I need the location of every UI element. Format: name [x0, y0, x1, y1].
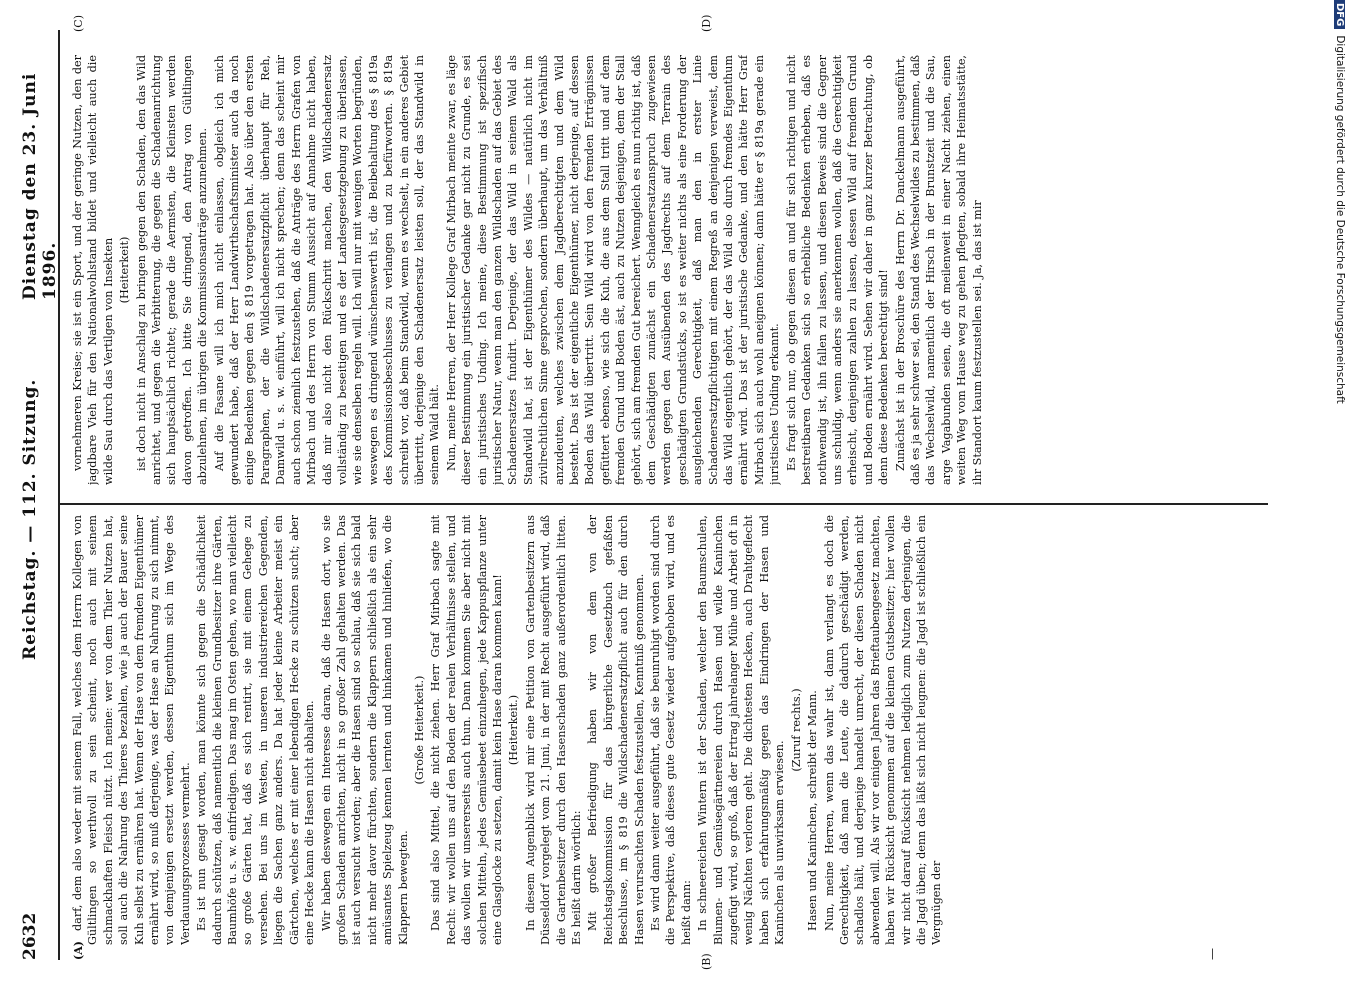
right-interjection: (Heiterkeit) [118, 236, 132, 304]
right-paragraph: Zunächst ist in der Broschüre des Herrn Dr. Danckelmann ausgeführt, daß es ja sehr schwer sei, den Stand des Wechselwildes zu bestimmen, daß das Wechselwild, namentlich der Hirsch in der Brunstzeit und die Sau, arge Vagabunden seien, die oft meilenweit in einer Nacht ziehen, einen weiten Weg vom Hause weg zu gehen pflegten, sobald ihre Heimatsstätte, ihr Standort kaum festzustellen sei. Ja, das ist mir [893, 55, 984, 485]
left-paragraph: Nun, meine Herren, wenn das wahr ist, dann verlangt es doch die Gerechtigkeit, daß man die Leute, die dadurch geschädigt werden, schadlos hält, und derjenige handelt unrecht, der diesen Schaden nicht abwenden will. Als wir vor einigen Jahren das Brieftaubengesetz machten, haben wir Rücksicht genommen auf die kleinen Gutsbesitzer; hier wollen wir nicht darauf Rücksicht nehmen lediglich zum Nutzen derjenigen, die die Jagd üben; denn das läßt sich nicht leugnen: die Jagd ist schließlich ein Vergnügen der [822, 515, 944, 945]
header-right-title: Dienstag den 23. Juni 1896. [20, 72, 60, 300]
left-paragraph: Das sind also Mittel, die nicht ziehen. Herr Graf Mirbach sagte mit Recht: wir wollen uns auf den Boden der realen Verhältnisse stellen, und das wollen wir unsererseits auch thun. Dann kommen Sie aber nicht mit solchen Mitteln, jedes Gemüsebeet einzuhegen, jede Kappuspflanze unter eine Glasglocke zu setzen, damit kein Hase daran kommen kann! [429, 515, 504, 945]
left-quote: In schneereichen Wintern ist der Schaden, welcher den Baumschulen, Blumen- und Gemüsegärtnereien durch Hasen und wilde Kaninchen zugefügt wird, so groß, daß der Ertrag jahrelanger Mühe und Arbeit oft in wenig Nächten verloren geht. Die dichtesten Hecken, auch Drahtgeflecht haben sich erfahrungsmäßig gegen das Eindringen der Hasen und Kaninchen als unwirksam erwiesen. [696, 515, 787, 945]
funding-note [1316, 0, 1346, 1000]
margin-mark-d: (D) [700, 14, 713, 32]
left-paragraph: Es ist nun gesagt worden, man könnte sich gegen die Schädlichkeit dadurch schützen, daß namentlich die kleinen Grundbesitzer ihre Gärten, Baumhöfe u. s. w. einfriedigen. Das mag im Osten gehen, wo man vielleicht so große Gärten hat, daß es sich rentirt, sie mit einem Gehege zu versehen. Bei uns im Westen, in unseren industriereichen Gegenden, liegen die Sachen ganz anders. Da hat jeder kleine Arbeiter meist ein Gärtchen, welches er mit einer lebendigen Hecke zu schützen sucht; aber eine Hecke kann die Hasen nicht abhalten. [195, 515, 317, 945]
header-left-title: Reichstag. — 112. Sitzung. [20, 378, 40, 660]
right-paragraph: ist doch nicht in Anschlag zu bringen gegen den Schaden, den das Wild anrichtet, und gegen die Verbitterung, die gegen die Schadenanrichtung sich hauptsächlich richtet; gerade die Aermsten, die Kleinsten werden davon getroffen. Ich bitte Sie dringend, den Antrag von Gültlingen abzulehnen, im übrigen die Kommissionsanträge anzunehmen. [134, 55, 210, 485]
right-paragraph: Nun, meine Herren, der Herr Kollege Graf Mirbach meinte zwar, es läge dieser Bestimmung ein juristischer Gedanke gar nicht zu Grunde, es sei ein juristisches Unding. Ich meine, diese Bestimmung ist spezifisch juristischer Natur, wenn man den ganzen Wildschaden auf das Gebiet des Schadenersatzes fundirt. Derjenige, der das Wild in seinem Wald als Standwild hat, ist der Eigenthümer des Wildes — natürlich nicht im zivilrechtlichen Sinne gesprochen, sondern überhaupt, um das Verhältniß anzudeuten, welches zwischen dem Jagdberechtigten und dem Wild besteht. Das ist der eigentliche Eigenthümer, nicht derjenige, auf dessen Boden das Wild übertritt. Sein Wild wird von den fremden Erträgnissen gefüttert ebenso, wie sich die Kuh, die aus dem Stall tritt und auf dem fremden Grund und Boden äst, auch zu Nutzen desjenigen, dem der Stall gehört, sich am fremden Gut bereichert. Wenngleich es nun richtig ist, daß dem Geschädigten zunächst ein Schadenersatzanspruch zugewiesen werden gegen den Ausübenden des Jagdrechts auf dem Terrain des geschädigten Grundstücks, so ist es weiter nichts als eine Forderung der ausgleichenden Gerechtigkeit, daß man den in erster Linie Schadenersatzpflichtigen mit einem Regreß an denjenigen verweist, dem das Wild eigentlich gehört, der das Wild also durch fremdes Eigenthum ernährt wird. Das ist der juristische Gedanke, und den hätte Herr Graf Mirbach sich auch wohl aneignen können; dann hätte er § 819a gerade ein juristisches Unding erkannt. [444, 55, 782, 485]
left-interjection: (Große Heiterkeit.) [412, 675, 426, 785]
left-interjection: (Heiterkeit.) [507, 694, 521, 766]
left-paragraph: Hasen und Kaninchen, schreibt der Mann. [806, 690, 820, 931]
left-paragraph: Wir haben deswegen ein Interesse daran, daß die Hasen dort, wo sie großen Schaden anrichten, nicht in so großer Zahl gehalten werden. Das ist auch versucht worden; aber die Hasen sind so schlau, daß sie sich bald nicht mehr davor fürchten, sondern die Klappern schließlich als ein sehr amüsantes Spielzeug kennen lernten und hinkamen und hinliefen, wo die Klappern bewegten. [319, 515, 410, 945]
right-paragraph: Es fragt sich nur, ob gegen diesen an und für sich richtigen und nicht bestreitbaren Gedanken sich so erhebliche Bedenken erheben, daß es nothwendig ist, ihn fallen zu lassen, und diesen Beweis sind die Gegner uns schuldig, wenn anders sie anerkennen wollen, daß die Gerechtigkeit erheischt, denjenigen zahlen zu lassen, dessen Wild auf fremdem Grund und Boden ernährt wird. Sehen wir daher in ganz kurzer Betrachtung, ob denn diese Bedenken berechtigt sind! [784, 55, 891, 485]
left-paragraph: In diesem Augenblick wird mir eine Petition von Gartenbesitzern aus Düsseldorf vorgelegt vom 21. Juni, in der mit Recht ausgeführt wird, daß die Gartenbesitzer durch den Hasenschaden ganz außerordentlich litten. Es heißt darin wörtlich: [523, 515, 583, 945]
left-paragraph: Es wird dann weiter ausgeführt, daß sie beunruhigt worden sind durch die Perspektive, daß dieses gute Gesetz wieder aufgehoben wird, und es heißt dann: [649, 515, 693, 945]
page-header [8, 30, 60, 960]
funding-text: Digitalisierung gefördert durch die Deutsche Forschungsgemeinschaft [1334, 35, 1346, 404]
right-column [70, 55, 1270, 485]
margin-mark-c: (C) [72, 15, 85, 32]
dfg-logo-icon: DFG [1334, 0, 1345, 29]
column-divider [60, 503, 1268, 505]
left-quote: Mit großer Befriedigung haben wir von dem von der Reichstagskommission für das bürgerliche Gesetzbuch gefaßten Beschlusse, im § 819 die Wildschadenersatzpflicht auch für den durch Hasen verursachten Schaden festzustellen, Kenntniß genommen. [586, 515, 646, 945]
margin-mark-b: (B) [700, 953, 713, 970]
left-paragraph: darf, dem also weder mit seinem Fall, welches dem Herrn Kollegen von Gültlingen so werthvoll zu sein scheint, noch auch mit seinem schmackhaften Fleisch nützt. Ich meine: wer von dem Thier Nutzen hat, soll auch die Nahrung des Thieres bezahlen, wie ja auch der Bauer seine Kuh selbst zu ernähren hat. Wenn der Hase von dem fremden Eigenthümer ernährt wird, so muß derjenige, was der Hase an Nahrung zu sich nimmt, von demjenigen ersetzt werden, dessen Eigenthum sich im Wege des Verdauungsprozesses vermehrt. [71, 515, 192, 945]
margin-mark-a: (A) [72, 941, 85, 960]
right-paragraph: vornehmeren Kreise; sie ist ein Sport, und der geringe Nutzen, den der jagdbare Vieh für den Nationalwohlstand bildet und vielleicht auch die wilde Sau durch das Vertilgen von Insekten [71, 55, 115, 485]
margin-dash: — [1205, 948, 1219, 960]
left-column [70, 515, 1270, 945]
header-rule [58, 30, 60, 960]
right-paragraph: Auf die Fasane will ich mich nicht einlassen, obgleich ich mich gewundert habe, daß der Herr Landwirthschaftsminister auch da noch einige Bedenken gegen den § 819 vorgetragen hat. Also über den ersten Paragraphen, der die Wildschadenersatzpflicht überhaupt für Reh, Damwild u. s. w. einführt, will ich nicht sprechen; denn das scheint mir auch schon ziemlich festzustehen, daß die Anträge des Herrn Grafen von Mirbach und des Herrn von Stumm Aussicht auf Annahme nicht haben, daß mir also nicht den Rückschritt machen, den Wildschadenersatz vollständig zu beseitigen und es der Landesgesetzgebung zu überlassen, wie sie denselben regeln will. Ich will nur mit wenigen Worten begründen, weswegen es dringend wünschenswerth ist, die Beibehaltung des § 819a des Kommissionsbeschlusses zu verlangen und zu befürworten. § 819a schreibt vor, daß beim Standwild, wenn es wechselt, in ein anderes Gebiet übertritt, derjenige den Schadenersatz leisten soll, der das Standwild in seinem Wald hält. [212, 55, 442, 485]
page-number: 2632 [20, 912, 40, 960]
left-interjection: (Zuruf rechts.) [789, 688, 803, 772]
